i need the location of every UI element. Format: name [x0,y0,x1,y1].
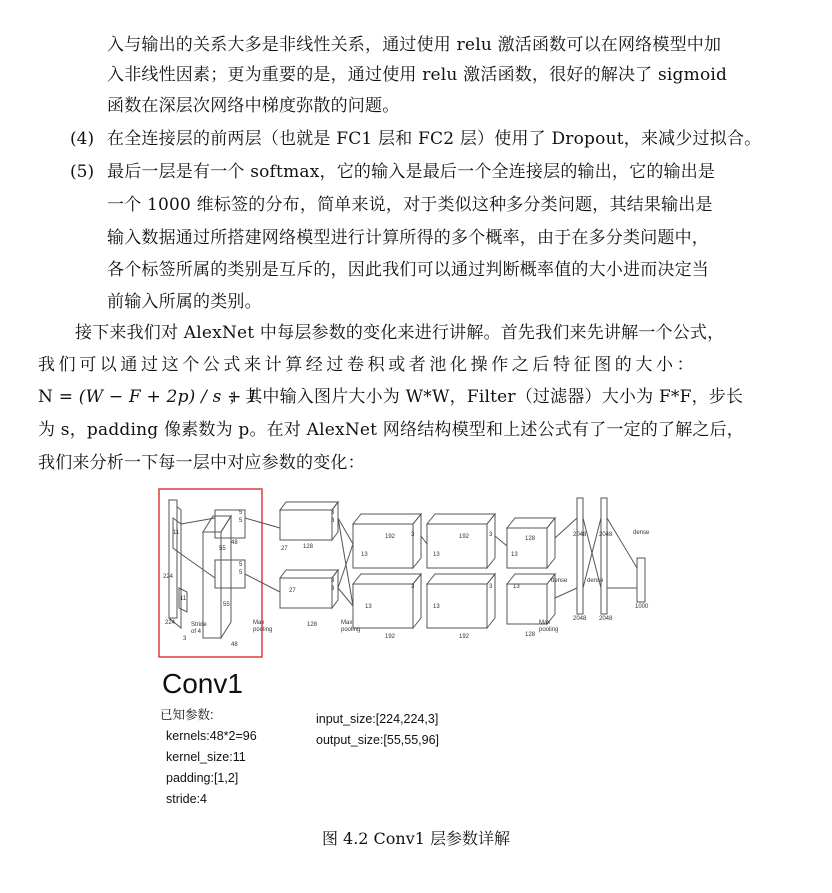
dim-label: 13 [513,584,520,590]
connection-line [338,544,353,588]
dense2-column [601,498,607,614]
conv2-lower [280,578,332,608]
list-number: (5) [70,162,95,182]
dim-label: 3 [411,584,415,590]
conv3-lower [353,584,413,628]
io-sizes [316,709,439,751]
output-column [637,558,645,602]
conv4-upper [427,524,487,568]
dim-label: 2048 [573,616,587,622]
text-line: 接下来我们对 AlexNet 中每层参数的变化来进行讲解。首先我们来先讲解一个公式， [75,323,725,343]
conv3-lower-side [413,574,421,628]
conv3-upper-top [353,514,421,524]
dim-label: 13 [361,552,368,558]
formula-eq: = [58,387,74,407]
dense1-column [577,498,583,614]
dim-label: 3 [331,586,335,592]
dim-label: 3 [331,518,335,524]
conv4-upper-top [427,514,495,524]
pool-label: Max [341,620,353,626]
dim-label: 27 [289,588,296,594]
conv2-lower-top [280,570,338,578]
list-item-text: 输入数据通过所搭建网络模型进行计算所得的多个概率，由于在多分类问题中， [107,228,709,248]
pool-label: Max [539,620,551,626]
dim-label: 48 [231,642,238,648]
dense-label: dense [587,578,604,584]
figure-caption: 图 4.2 Conv1 层参数详解 [321,829,511,848]
text-line: 为 s，padding 像素数为 p。在对 AlexNet 网络结构模型和上述公式有了一定的了解之后， [38,420,745,440]
stride-label: of 4 [191,629,202,635]
dim-label: 192 [385,634,396,640]
text-line: ；其中输入图片大小为 W*W，Filter（过滤器）大小为 F*F，步长 [228,387,744,407]
param-item: kernels:48*2=96 [166,729,257,743]
param-item: stride:4 [166,792,207,806]
dim-label: 192 [459,634,470,640]
conv2-upper [280,510,332,540]
connection-line [607,518,637,568]
dim-label: 3 [489,584,493,590]
dim-label: 1000 [635,604,649,610]
list-item-text: 最后一层是有一个 softmax，它的输入是最后一个全连接层的输出，它的输出是 [107,162,716,182]
connection-line [495,536,507,546]
conv1-top [203,516,231,532]
dim-label: 5 [239,518,243,524]
dim-label: 2048 [599,532,613,538]
conv4-lower-side [487,574,495,628]
dim-label: 5 [239,510,243,516]
text-line: 入与输出的关系大多是非线性关系，通过使用 relu 激活函数可以在网络模型中加 [107,35,722,55]
param-item: kernel_size:11 [166,750,246,764]
pool-label: Max [253,620,265,626]
conv5-upper-side [547,518,555,568]
dim-label: 3 [331,510,335,516]
list-item-text: 前输入所属的类别。 [107,292,262,312]
dim-label: 13 [511,552,518,558]
conv4-lower-top [427,574,495,584]
formula-body: (W − F + 2p) / s + 1 [78,387,259,407]
connection-line [421,536,427,544]
text-line: 函数在深层次网络中梯度弥散的问题。 [107,96,400,116]
dim-label: 27 [281,546,288,552]
dim-label: 128 [525,536,536,542]
dense-label: dense [551,578,568,584]
connection-line [181,554,215,578]
list-item-text: 各个标签所属的类别是互斥的，因此我们可以通过判断概率值的大小进而决定当 [107,260,709,280]
formula-lhs: N [38,387,54,407]
conv2-upper-top [280,502,338,510]
param-item: padding:[1,2] [166,771,239,785]
dim-label: 11 [180,596,187,602]
conv5-lower [507,584,547,624]
conv3-upper [353,524,413,568]
conv3-upper-side [413,514,421,568]
text-line: 入非线性因素；更为重要的是，通过使用 relu 激活函数，很好的解决了 sigmoid [107,65,728,85]
dense-label: dense [633,530,650,536]
dim-label: 13 [365,604,372,610]
text-line: 我们可以通过这个公式来计算经过卷积或者池化操作之后特征图的大小： [38,355,698,375]
dim-label: 2048 [599,616,613,622]
dim-label: 3 [183,636,187,642]
dim-label: 13 [433,604,440,610]
dim-label: 192 [459,534,470,540]
dim-label: 5 [239,562,243,568]
conv4-upper-side [487,514,495,568]
dim-label: 128 [307,622,318,628]
stride-label: Stride [191,622,207,628]
connection-line [555,588,577,598]
conv1-side [221,516,231,638]
dim-label: 192 [385,534,396,540]
formula [38,385,258,409]
dim-label: 224 [165,620,176,626]
dim-label: 128 [303,544,314,550]
conv5-upper [507,528,547,568]
dim-label: 55 [219,546,226,552]
dim-label: 3 [489,532,493,538]
dim-label: 224 [163,574,174,580]
dim-label: 11 [173,530,180,536]
dim-label: 13 [433,552,440,558]
dim-label: 3 [331,578,335,584]
alexnet-diagram [155,488,665,658]
pool-label: pooling [341,627,361,633]
conv-title: Conv1 [162,668,243,699]
pool-label: pooling [539,627,559,633]
output-size: output_size:[55,55,96] [316,733,440,747]
list-item-text: 在全连接层的前两层（也就是 FC1 层和 FC2 层）使用了 Dropout，来减少过拟合。 [107,129,762,149]
list-number: (4) [70,129,95,149]
conv3-lower-top [353,574,421,584]
dim-label: 5 [239,570,243,576]
dim-label: 3 [411,532,415,538]
dim-label: 2048 [573,532,587,538]
input-size: input_size:[224,224,3] [316,712,439,726]
pool-label: pooling [253,627,273,633]
known-label: 已知参数: [160,708,214,722]
list-item-text: 一个 1000 维标签的分布，简单来说，对于类似这种多分类问题，其结果输出是 [107,195,713,215]
dim-label: 55 [223,602,230,608]
text-line: 我们来分析一下每一层中对应参数的变化： [38,453,365,473]
dim-label: 128 [525,632,536,638]
known-params [160,705,257,810]
dim-label: 48 [231,540,238,546]
